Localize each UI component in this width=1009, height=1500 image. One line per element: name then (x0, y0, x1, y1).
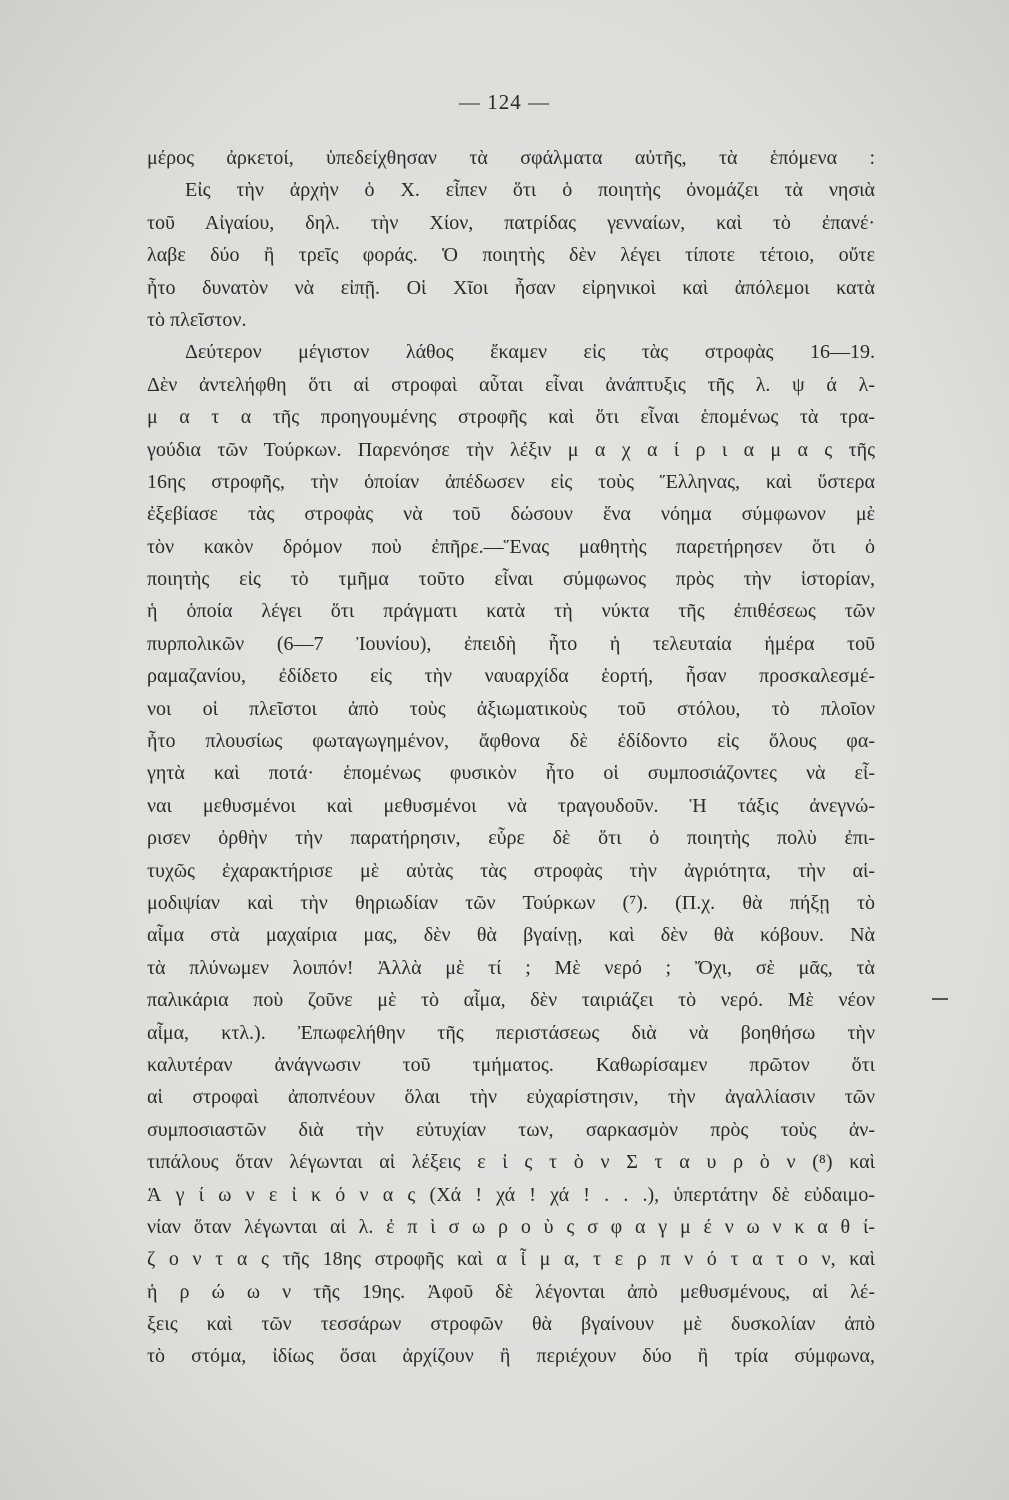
text-line: γούδια τῶν Τούρκων. Παρενόησε τὴν λέξιν μ α χ α ί ρ ι α μ α ς τῆς (147, 438, 875, 461)
text-line: νίαν ὅταν λέγωνται αἱ λ. ἐ π ὶ σ ω ρ ο ὺ ς σ φ α γ μ έ ν ω ν κ α θ ί- (147, 1215, 875, 1238)
text-line: τὸν κακὸν δρόμον ποὺ ἐπῆρε.—Ἕνας μαθητὴς παρετήρησεν ὅτι ὁ (147, 535, 875, 558)
text-line: αἷμα, κτλ.). Ἐπωφελήθην τῆς περιστάσεως διὰ νὰ βοηθήσω τὴν (147, 1021, 875, 1044)
text-line: ἦτο δυνατὸν νὰ εἰπῇ. Οἱ Χῖοι ἦσαν εἰρηνικοὶ καὶ ἀπόλεμοι κατὰ (147, 276, 875, 299)
text-line: ζ ο ν τ α ς τῆς 18ης στροφῆς καὶ α ἷ μ α, τ ε ρ π ν ό τ α τ ο ν, καὶ (147, 1248, 875, 1271)
text-line: αἱ στροφαὶ ἀποπνέουν ὅλαι τὴν εὐχαρίστησιν, τὴν ἀγαλλίασιν τῶν (147, 1086, 875, 1109)
text-line: τὰ πλύνωμεν λοιπόν! Ἀλλὰ μὲ τί ; Μὲ νερό ; Ὄχι, σὲ μᾶς, τὰ (147, 956, 875, 979)
text-line: ρισεν ὀρθὴν τὴν παρατήρησιν, εὗρε δὲ ὅτι ὁ ποιητὴς πολὺ ἐπι- (147, 827, 875, 850)
text-line: ραμαζανίου, ἐδίδετο εἰς τὴν ναυαρχίδα ἑορτή, ἦσαν προσκαλεσμέ- (147, 665, 875, 688)
text-line: Δεύτερον μέγιστον λάθος ἔκαμεν εἰς τὰς στροφὰς 16—19. (185, 341, 875, 364)
text-line: μ α τ α τῆς προηγουμένης στροφῆς καὶ ὅτι εἶναι ἑπομένως τὰ τρα- (147, 406, 875, 429)
text-line: 16ης στροφῆς, τὴν ὁποίαν ἀπέδωσεν εἰς τοὺς Ἕλληνας, καὶ ὕστερα (147, 470, 875, 493)
text-line: τὸ στόμα, ἰδίως ὅσαι ἀρχίζουν ἢ περιέχουν δύο ἢ τρία σύμφωνα, (147, 1345, 875, 1368)
text-line: Εἰς τὴν ἀρχὴν ὁ Χ. εἶπεν ὅτι ὁ ποιητὴς ὀνομάζει τὰ νησιὰ (185, 179, 875, 202)
text-line: ἐξεβίασε τὰς στροφὰς νὰ τοῦ δώσουν ἕνα νόημα σύμφωνον μὲ (147, 503, 875, 526)
text-line: τοῦ Αἰγαίου, δηλ. τὴν Χίον, πατρίδας γενναίων, καὶ τὸ ἐπανέ· (147, 211, 875, 234)
text-line: Δὲν ἀντελήφθη ὅτι αἱ στροφαὶ αὗται εἶναι ἀνάπτυξις τῆς λ. ψ ά λ- (147, 373, 875, 396)
text-line: πυρπολικῶν (6—7 Ἰουνίου), ἐπειδὴ ἦτο ἡ τελευταία ἡμέρα τοῦ (147, 632, 875, 655)
text-line: ναι μεθυσμένοι καὶ μεθυσμένοι νὰ τραγουδοῦν. Ἡ τάξις ἀνεγνώ- (147, 794, 875, 817)
body-text (147, 142, 875, 1373)
margin-mark (932, 998, 948, 1000)
text-line: Ἁ γ ί ω ν ε ἰ κ ό ν α ς (Χά ! χά ! χά ! . . .), ὑπερτάτην δὲ εὐδαιμο- (147, 1183, 875, 1206)
text-line: νοι οἱ πλεῖστοι ἀπὸ τοὺς ἀξιωματικοὺς τοῦ στόλου, τὸ πλοῖον (147, 697, 875, 720)
text-line: ποιητὴς εἰς τὸ τμῆμα τοῦτο εἶναι σύμφωνος πρὸς τὴν ἱστορίαν, (147, 568, 875, 591)
text-line: παλικάρια ποὺ ζοῦνε μὲ τὸ αἷμα, δὲν ταιριάζει τὸ νερό. Μὲ νέον (147, 989, 875, 1012)
text-line: λαβε δύο ἢ τρεῖς φοράς. Ὁ ποιητὴς δὲν λέγει τίποτε τέτοιο, οὔτε (147, 244, 875, 267)
page-number: — 124 — (459, 90, 550, 114)
text-line: ἡ ρ ώ ω ν τῆς 19ης. Ἀφοῦ δὲ λέγονται ἀπὸ μεθυσμένους, αἱ λέ- (147, 1280, 875, 1303)
text-line: τιπάλους ὅταν λέγωνται αἱ λέξεις ε ἰ ς τ ὸ ν Σ τ α υ ρ ὸ ν (⁸) καὶ (147, 1151, 875, 1174)
text-line: ἦτο πλουσίως φωταγωγημένον, ἄφθονα δὲ ἐδίδοντο εἰς ὅλους φα- (147, 730, 875, 753)
text-line: ἡ ὁποία λέγει ὅτι πράγματι κατὰ τὴ νύκτα τῆς ἐπιθέσεως τῶν (147, 600, 875, 623)
text-line: γητὰ καὶ ποτά· ἑπομένως φυσικὸν ἦτο οἱ συμποσιάζοντες νὰ εἶ- (147, 762, 875, 785)
text-line: συμποσιαστῶν διὰ τὴν εὐτυχίαν των, σαρκασμὸν πρὸς τοὺς ἀν- (147, 1118, 875, 1141)
text-line: αἷμα στὰ μαχαίρια μας, δὲν θὰ βγαίνῃ, καὶ δὲν θὰ κόβουν. Νὰ (147, 924, 875, 947)
text-line: ξεις καὶ τῶν τεσσάρων στροφῶν θὰ βγαίνουν μὲ δυσκολίαν ἀπὸ (147, 1313, 875, 1336)
text-line: τὸ πλεῖστον. (147, 308, 247, 331)
text-line: μοδιψίαν καὶ τὴν θηριωδίαν τῶν Τούρκων (⁷). (Π.χ. θὰ πήξῃ τὸ (147, 891, 875, 914)
text-line: καλυτέραν ἀνάγνωσιν τοῦ τμήματος. Καθωρίσαμεν πρῶτον ὅτι (147, 1053, 875, 1076)
text-line: μέρος ἀρκετοί, ὑπεδείχθησαν τὰ σφάλματα αὐτῆς, τὰ ἑπόμενα : (147, 147, 875, 169)
text-line: τυχῶς ἐχαρακτήρισε μὲ αὐτὰς τὰς στροφὰς τὴν ἀγριότητα, τὴν αἱ- (147, 859, 875, 882)
